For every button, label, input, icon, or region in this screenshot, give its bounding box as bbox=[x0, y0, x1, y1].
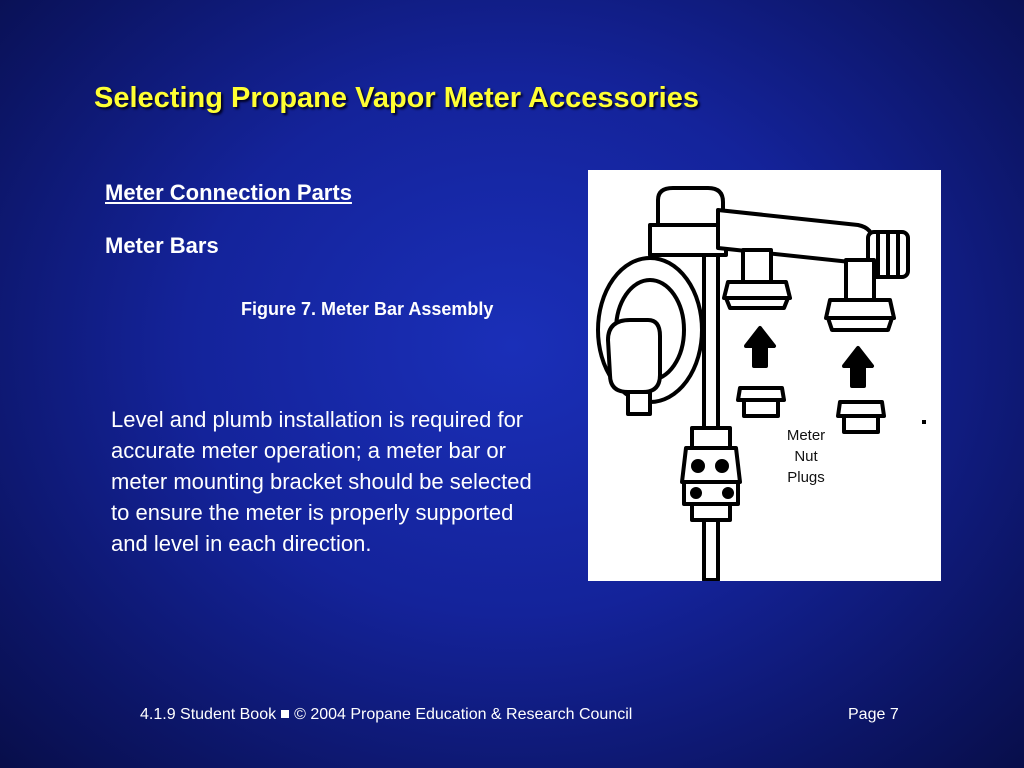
meter-bar-illustration bbox=[588, 170, 941, 581]
footer-credit bbox=[140, 706, 632, 724]
body-text: Level and plumb installation is required for accurate meter operation; a meter bar or meter mounting bracket should be selected to ensure the meter is properly supported and level in each direction. bbox=[111, 407, 532, 556]
section-heading: Meter Connection Parts bbox=[105, 180, 352, 205]
meter-nut-plugs-label bbox=[766, 425, 846, 488]
subheading: Meter Bars bbox=[105, 233, 219, 258]
slide-title: Selecting Propane Vapor Meter Accessories bbox=[94, 82, 699, 114]
label-line-1: Meter bbox=[786, 427, 826, 444]
meter-bar-figure bbox=[588, 170, 941, 581]
label-line-3: Plugs bbox=[787, 469, 825, 486]
page-number: Page 7 bbox=[848, 706, 899, 723]
label-line-2: Nut bbox=[794, 448, 818, 465]
figure-caption: Figure 7. Meter Bar Assembly bbox=[241, 299, 494, 319]
footer-copyright: © 2004 Propane Education & Research Council bbox=[294, 706, 633, 723]
footer-book-ref: 4.1.9 Student Book bbox=[140, 706, 277, 723]
square-bullet-icon bbox=[281, 710, 289, 718]
